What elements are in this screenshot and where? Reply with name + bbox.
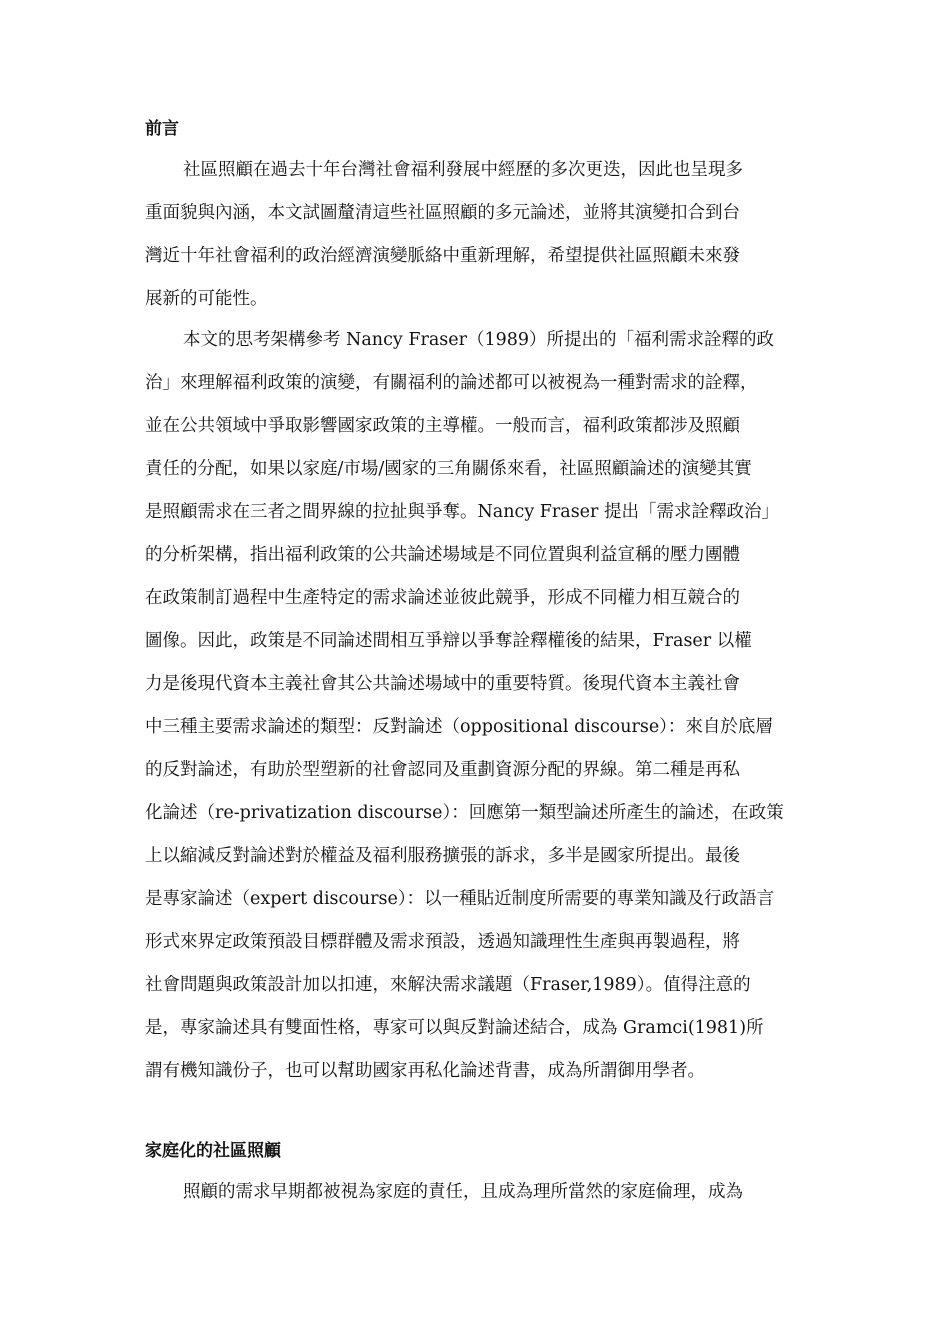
text-line: 本文的思考架構參考 Nancy Fraser（1989）所提出的「福利需求詮釋的政 [183,330,775,350]
text-line: 上以縮減反對論述對於權益及福利服務擴張的訴求，多半是國家所提出。最後 [145,846,740,866]
text-line: 圖像。因此，政策是不同論述間相互爭辯以爭奪詮釋權後的結果，Fraser 以權 [145,631,752,651]
section-heading-preface: 前言 [145,119,179,139]
text-line: 謂有機知識份子，也可以幫助國家再私化論述背書，成為所謂御用學者。 [145,1061,705,1081]
text-line: 照顧的需求早期都被視為家庭的責任，且成為理所當然的家庭倫理，成為 [183,1182,743,1202]
text-line: 社區照顧在過去十年台灣社會福利發展中經歷的多次更迭，因此也呈現多 [183,160,743,180]
text-line: 並在公共領域中爭取影響國家政策的主導權。一般而言，福利政策都涉及照顧 [145,416,740,436]
text-line: 力是後現代資本主義社會其公共論述場域中的重要特質。後現代資本主義社會 [145,674,740,694]
text-line: 形式來界定政策預設目標群體及需求預設，透過知識理性生產與再製過程，將 [145,932,740,952]
text-line: 化論述（re-privatization discourse）：回應第一類型論述所產生的論述，在政策 [145,803,784,823]
text-line: 在政策制訂過程中生產特定的需求論述並彼此競爭，形成不同權力相互競合的 [145,588,740,608]
text-line: 社會問題與政策設計加以扣連，來解決需求議題（Fraser,1989）。值得注意的 [145,975,751,995]
text-line: 是專家論述（expert discourse）：以一種貼近制度所需要的專業知識及行政語言 [145,889,775,909]
text-line: 中三種主要需求論述的類型：反對論述（oppositional discourse）：來自於底層 [145,717,773,737]
text-line: 責任的分配，如果以家庭/市場/國家的三角關係來看，社區照顧論述的演變其實 [145,459,752,479]
text-line: 的反對論述，有助於型塑新的社會認同及重劃資源分配的界線。第二種是再私 [145,760,740,780]
text-line: 的分析架構，指出福利政策的公共論述場域是不同位置與利益宣稱的壓力團體 [145,545,740,565]
text-line: 重面貌與內涵，本文試圖釐清這些社區照顧的多元論述，並將其演變扣合到台 [145,203,740,223]
text-line: 是照顧需求在三者之間界線的拉扯與爭奪。Nancy Fraser 提出「需求詮釋政治」 [145,502,779,522]
section-heading-familialized-care: 家庭化的社區照顧 [145,1141,281,1161]
text-line: 治」來理解福利政策的演變，有關福利的論述都可以被視為一種對需求的詮釋， [145,373,758,393]
text-line: 灣近十年社會福利的政治經濟演變脈絡中重新理解，希望提供社區照顧未來發 [145,246,740,266]
text-line: 展新的可能性。 [145,289,268,309]
text-line: 是，專家論述具有雙面性格，專家可以與反對論述結合，成為 Gramci(1981)所 [145,1018,764,1038]
